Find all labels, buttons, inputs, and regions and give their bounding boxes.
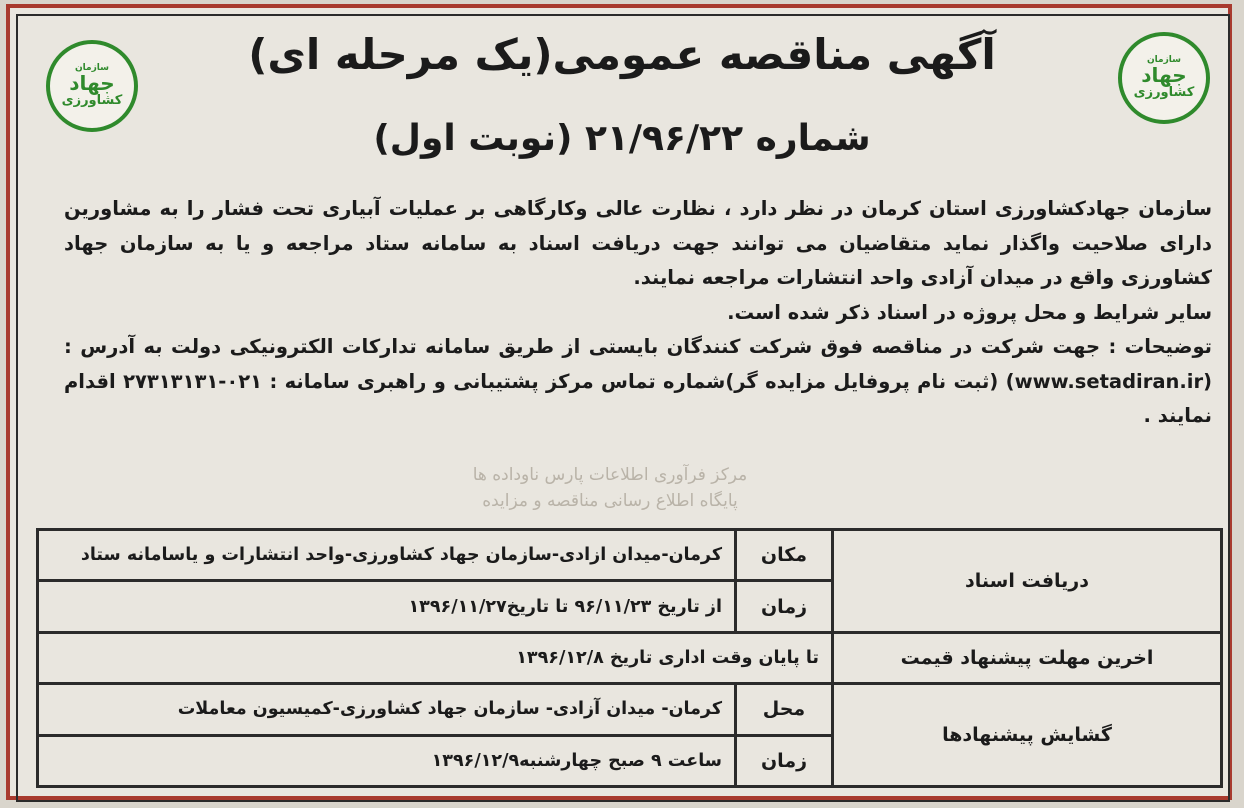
logo-main-text: جهاد: [69, 71, 115, 96]
details-table: [36, 528, 1223, 788]
docs-place: کرمان-میدان ازادی-سازمان جهاد کشاورزی-واحد انتشارات و یاسامانه ستاد: [38, 530, 736, 581]
time-label: زمان: [736, 581, 833, 632]
time-label: زمان: [736, 735, 833, 786]
watermark-line-1: مرکز فرآوری اطلاعات پارس ناوداده ها: [472, 465, 748, 485]
logo-top-text: سازمان: [74, 62, 110, 73]
body-paragraph-3: توضیحات : جهت شرکت در مناقصه فوق شرکت کنندگان بایستی از طریق سامانه تدارکات الکترونیکی دولت به آدرس : (www.setadiran.ir) (ثبت نام پروفایل مزایده گر)شماره تماس مرکز پشتیبانی و راهبری سامانه : ۰۲۱-۲۷۳۱۳۱۳۱ اقدام نمایند .: [64, 335, 1213, 427]
place-label: مکان: [736, 530, 833, 581]
logo-main-text: جهاد: [1141, 63, 1187, 88]
logo-top-text: سازمان: [1146, 54, 1182, 65]
docs-heading: دریافت اسناد: [833, 530, 1222, 633]
body-paragraph-1: سازمان جهادکشاورزی استان کرمان در نظر دارد ، نظارت عالی وکارگاهی بر عملیات آبیاری تحت فشار را به مشاورین دارای صلاحیت واگذار نماید متقاضیان می توانند جهت دریافت اسناد به سامانه ستاد مراجعه و یا به سازمان جهاد کشاورزی واقع در میدان آزادی واحد انتشارات مراجعه نمایند.: [64, 197, 1212, 289]
opening-time: ساعت ۹ صبح چهارشنبه۱۳۹۶/۱۲/۹: [38, 735, 736, 786]
notice-body: [64, 192, 1212, 434]
table-row: [38, 530, 1222, 581]
logo-sub-text: کشاورزی: [1133, 85, 1195, 101]
jihad-keshavarzi-logo-right: [1118, 32, 1210, 124]
opening-heading: گشایش پیشنهادها: [833, 684, 1222, 787]
deadline-value: تا پایان وقت اداری تاریخ ۱۳۹۶/۱۲/۸: [38, 632, 833, 683]
body-paragraph-2: سایر شرایط و محل پروژه در اسناد ذکر شده است.: [727, 300, 1212, 324]
opening-place: کرمان- میدان آزادی- سازمان جهاد کشاورزی-کمیسیون معاملات: [38, 684, 736, 735]
location-label: محل: [736, 684, 833, 735]
jihad-keshavarzi-logo-left: [46, 40, 138, 132]
watermark-line-2: پایگاه اطلاع رسانی مناقصه و مزایده: [482, 491, 738, 511]
watermark: [380, 462, 840, 514]
notice-title: آگهی مناقصه عمومی(یک مرحله ای): [248, 30, 996, 79]
table-row: [38, 684, 1222, 735]
table-row: [38, 632, 1222, 683]
deadline-heading: اخرین مهلت پیشنهاد قیمت: [833, 632, 1222, 683]
notice-number: شماره ۲۱/۹۶/۲۲ (نوبت اول): [373, 118, 871, 159]
docs-time: از تاریخ ۹۶/۱۱/۲۳ تا تاریخ۱۳۹۶/۱۱/۲۷: [38, 581, 736, 632]
logo-sub-text: کشاورزی: [61, 93, 123, 109]
